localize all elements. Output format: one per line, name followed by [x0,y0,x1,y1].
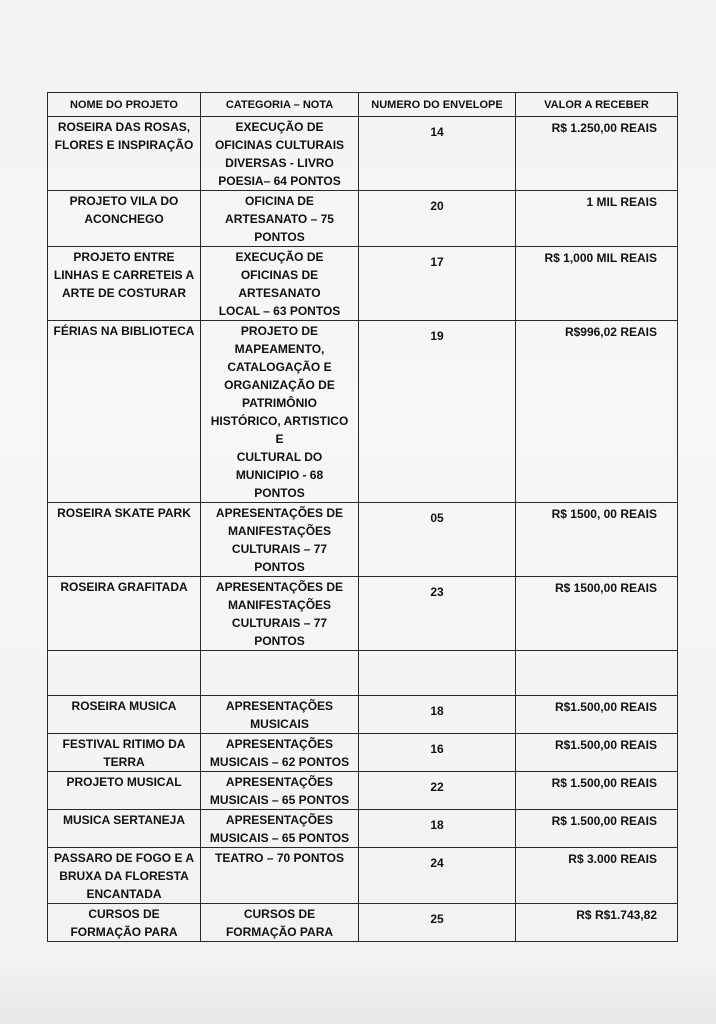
row-nome: ROSEIRA DAS ROSAS, FLORES E INSPIRAÇÃO [48,117,201,191]
row-envelope: 24 [359,848,516,904]
row-categoria: EXECUÇÃO DE OFICINAS DE ARTESANATO LOCAL – 63 PONTOS [201,247,359,321]
row-nome: PASSARO DE FOGO E A BRUXA DA FLORESTA ENCANTADA [48,848,201,904]
row-envelope: 16 [359,734,516,772]
row-envelope: 23 [359,577,516,651]
row-nome: MUSICA SERTANEJA [48,810,201,848]
row-valor: 1 MIL REAIS [516,191,678,247]
row-valor: R$ 1.250,00 REAIS [516,117,678,191]
table-row [48,696,678,734]
row-valor: R$ 1500, 00 REAIS [516,503,678,577]
row-nome [48,651,201,696]
row-envelope: 18 [359,696,516,734]
row-nome: ROSEIRA SKATE PARK [48,503,201,577]
row-categoria: APRESENTAÇÕES MUSICAIS – 65 PONTOS [201,810,359,848]
row-nome: CURSOS DE FORMAÇÃO PARA [48,904,201,942]
table-row [48,810,678,848]
page-shadow [0,964,716,1024]
row-nome: ROSEIRA GRAFITADA [48,577,201,651]
header-nome-do-projeto: NOME DO PROJETO [48,93,201,117]
row-envelope: 17 [359,247,516,321]
table-row [48,772,678,810]
table-row [48,734,678,772]
row-envelope [359,651,516,696]
header-numero-do-envelope: NUMERO DO ENVELOPE [359,93,516,117]
row-categoria: TEATRO – 70 PONTOS [201,848,359,904]
row-envelope: 22 [359,772,516,810]
header-categoria-nota: CATEGORIA – NOTA [201,93,359,117]
row-categoria: PROJETO DE MAPEAMENTO, CATALOGAÇÃO E ORGANIZAÇÃO DE PATRIMÔNIO HISTÓRICO, ARTISTICO E CULTURAL DO MUNICIPIO - 68 PONTOS [201,321,359,503]
row-valor [516,651,678,696]
table-row [48,503,678,577]
row-categoria: APRESENTAÇÕES MUSICAIS – 65 PONTOS [201,772,359,810]
table-row [48,191,678,247]
row-valor: R$ 1.500,00 REAIS [516,810,678,848]
row-valor: R$1.500,00 REAIS [516,696,678,734]
projects-table-container [47,92,677,942]
row-valor: R$996,02 REAIS [516,321,678,503]
row-categoria: CURSOS DE FORMAÇÃO PARA [201,904,359,942]
row-nome: FÉRIAS NA BIBLIOTECA [48,321,201,503]
table-row [48,117,678,191]
row-categoria: APRESENTAÇÕES DE MANIFESTAÇÕES CULTURAIS – 77 PONTOS [201,503,359,577]
row-nome: PROJETO VILA DO ACONCHEGO [48,191,201,247]
row-valor: R$ 1.500,00 REAIS [516,772,678,810]
row-valor: R$ R$1.743,82 [516,904,678,942]
row-envelope: 25 [359,904,516,942]
table-row [48,247,678,321]
table-row [48,904,678,942]
row-categoria [201,651,359,696]
header-valor-a-receber: VALOR A RECEBER [516,93,678,117]
row-categoria: APRESENTAÇÕES MUSICAIS [201,696,359,734]
row-valor: R$ 3.000 REAIS [516,848,678,904]
row-envelope: 20 [359,191,516,247]
row-nome: PROJETO MUSICAL [48,772,201,810]
row-valor: R$1.500,00 REAIS [516,734,678,772]
table-row [48,848,678,904]
table-header-row [48,93,678,117]
row-envelope: 18 [359,810,516,848]
row-categoria: APRESENTAÇÕES DE MANIFESTAÇÕES CULTURAIS – 77 PONTOS [201,577,359,651]
row-nome: FESTIVAL RITIMO DA TERRA [48,734,201,772]
row-valor: R$ 1500,00 REAIS [516,577,678,651]
row-nome: ROSEIRA MUSICA [48,696,201,734]
projects-table [47,92,678,942]
row-nome: PROJETO ENTRE LINHAS E CARRETEIS A ARTE DE COSTURAR [48,247,201,321]
row-envelope: 05 [359,503,516,577]
table-row [48,321,678,503]
table-row [48,577,678,651]
table-row [48,651,678,696]
row-categoria: OFICINA DE ARTESANATO – 75 PONTOS [201,191,359,247]
row-envelope: 19 [359,321,516,503]
row-categoria: EXECUÇÃO DE OFICINAS CULTURAIS DIVERSAS - LIVRO POESIA– 64 PONTOS [201,117,359,191]
row-categoria: APRESENTAÇÕES MUSICAIS – 62 PONTOS [201,734,359,772]
row-valor: R$ 1,000 MIL REAIS [516,247,678,321]
row-envelope: 14 [359,117,516,191]
